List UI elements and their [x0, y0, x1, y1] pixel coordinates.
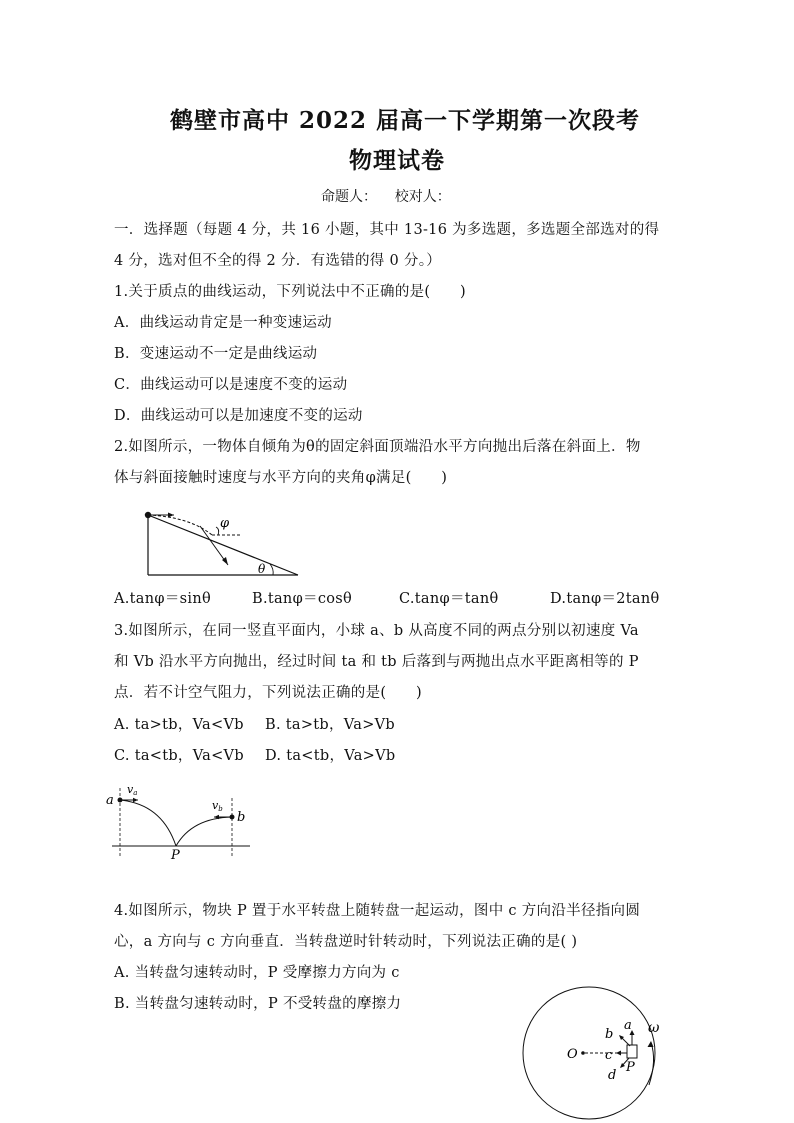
- q3-stem-line3: 点．若不计空气阻力，下列说法正确的是( ): [114, 685, 422, 701]
- label-va: va: [127, 783, 138, 797]
- label-a: a: [106, 793, 114, 808]
- block-p: [627, 1045, 637, 1058]
- q2-option-a: A.tanφ＝sinθ: [114, 591, 211, 607]
- center-o: [581, 1051, 585, 1055]
- label-p4: P: [626, 1060, 635, 1075]
- q3-option-c: C. ta<tb，Va<Vb: [114, 748, 244, 764]
- q3-option-b: B. ta>tb，Va>Vb: [265, 717, 395, 733]
- q3-option-a: A. ta>tb，Va<Vb: [114, 717, 244, 733]
- q2-incline-figure: [140, 505, 305, 580]
- q4-stem-line2: 心，a 方向与 c 方向垂直．当转盘逆时针转动时，下列说法正确的是( ): [114, 934, 578, 950]
- q4-option-a: A. 当转盘匀速转动时，P 受摩擦力方向为 c: [114, 965, 400, 981]
- q1-option-c: C．曲线运动可以是速度不变的运动: [114, 377, 348, 393]
- phi-label: φ: [220, 516, 230, 531]
- q2-option-c: C.tanφ＝tanθ: [399, 591, 499, 607]
- label-b: b: [237, 810, 246, 825]
- q2-option-d: D.tanφ＝2tanθ: [550, 591, 660, 607]
- omega-label: ω: [648, 1020, 660, 1036]
- q2-stem-line2: 体与斜面接触时速度与水平方向的夹角φ满足( ): [114, 470, 448, 486]
- label-o: O: [567, 1047, 578, 1062]
- q3-projectile-figure: [100, 780, 260, 865]
- exam-title: 鹤壁市高中 2022 届高一下学期第一次段考: [170, 107, 641, 134]
- q2-stem-line1: 2.如图所示，一物体自倾角为θ的固定斜面顶端沿水平方向抛出后落在斜面上．物: [114, 439, 641, 455]
- q1-option-b: B．变速运动不一定是曲线运动: [114, 346, 318, 362]
- exam-subtitle: 物理试卷: [349, 147, 445, 174]
- q4-turntable-figure: [515, 985, 700, 1120]
- section-instructions-line1: 一．选择题（每题 4 分，共 16 小题，其中 13-16 为多选题，多选题全部选对的得: [114, 222, 660, 238]
- q1-option-d: D．曲线运动可以是加速度不变的运动: [114, 408, 363, 424]
- label-b4: b: [605, 1027, 614, 1042]
- q1-option-a: A．曲线运动肯定是一种变速运动: [114, 315, 332, 331]
- label-p: P: [171, 848, 180, 863]
- label-c4: c: [605, 1048, 613, 1063]
- q3-stem-line2: 和 Vb 沿水平方向抛出，经过时间 ta 和 tb 后落到与两抛出点水平距离相等的 P: [114, 654, 639, 670]
- label-d4: d: [608, 1068, 617, 1083]
- q4-option-b: B. 当转盘匀速转动时，P 不受转盘的摩擦力: [114, 996, 402, 1012]
- section-instructions-line2: 4 分，选对但不全的得 2 分．有选错的得 0 分。）: [114, 253, 442, 269]
- label-a4: a: [624, 1018, 632, 1033]
- q1-stem: 1.关于质点的曲线运动，下列说法中不正确的是( ): [114, 284, 466, 300]
- label-vb: vb: [212, 799, 223, 813]
- q2-option-b: B.tanφ＝cosθ: [252, 591, 353, 607]
- authors-line: 命题人： 校对人：: [321, 189, 451, 205]
- q4-stem-line1: 4.如图所示，物块 P 置于水平转盘上随转盘一起运动，图中 c 方向沿半径指向圆: [114, 903, 641, 919]
- q3-option-d: D. ta<tb，Va>Vb: [265, 748, 396, 764]
- q3-stem-line1: 3.如图所示，在同一竖直平面内，小球 a、b 从高度不同的两点分别以初速度 Va: [114, 623, 639, 639]
- theta-label: θ: [258, 562, 266, 576]
